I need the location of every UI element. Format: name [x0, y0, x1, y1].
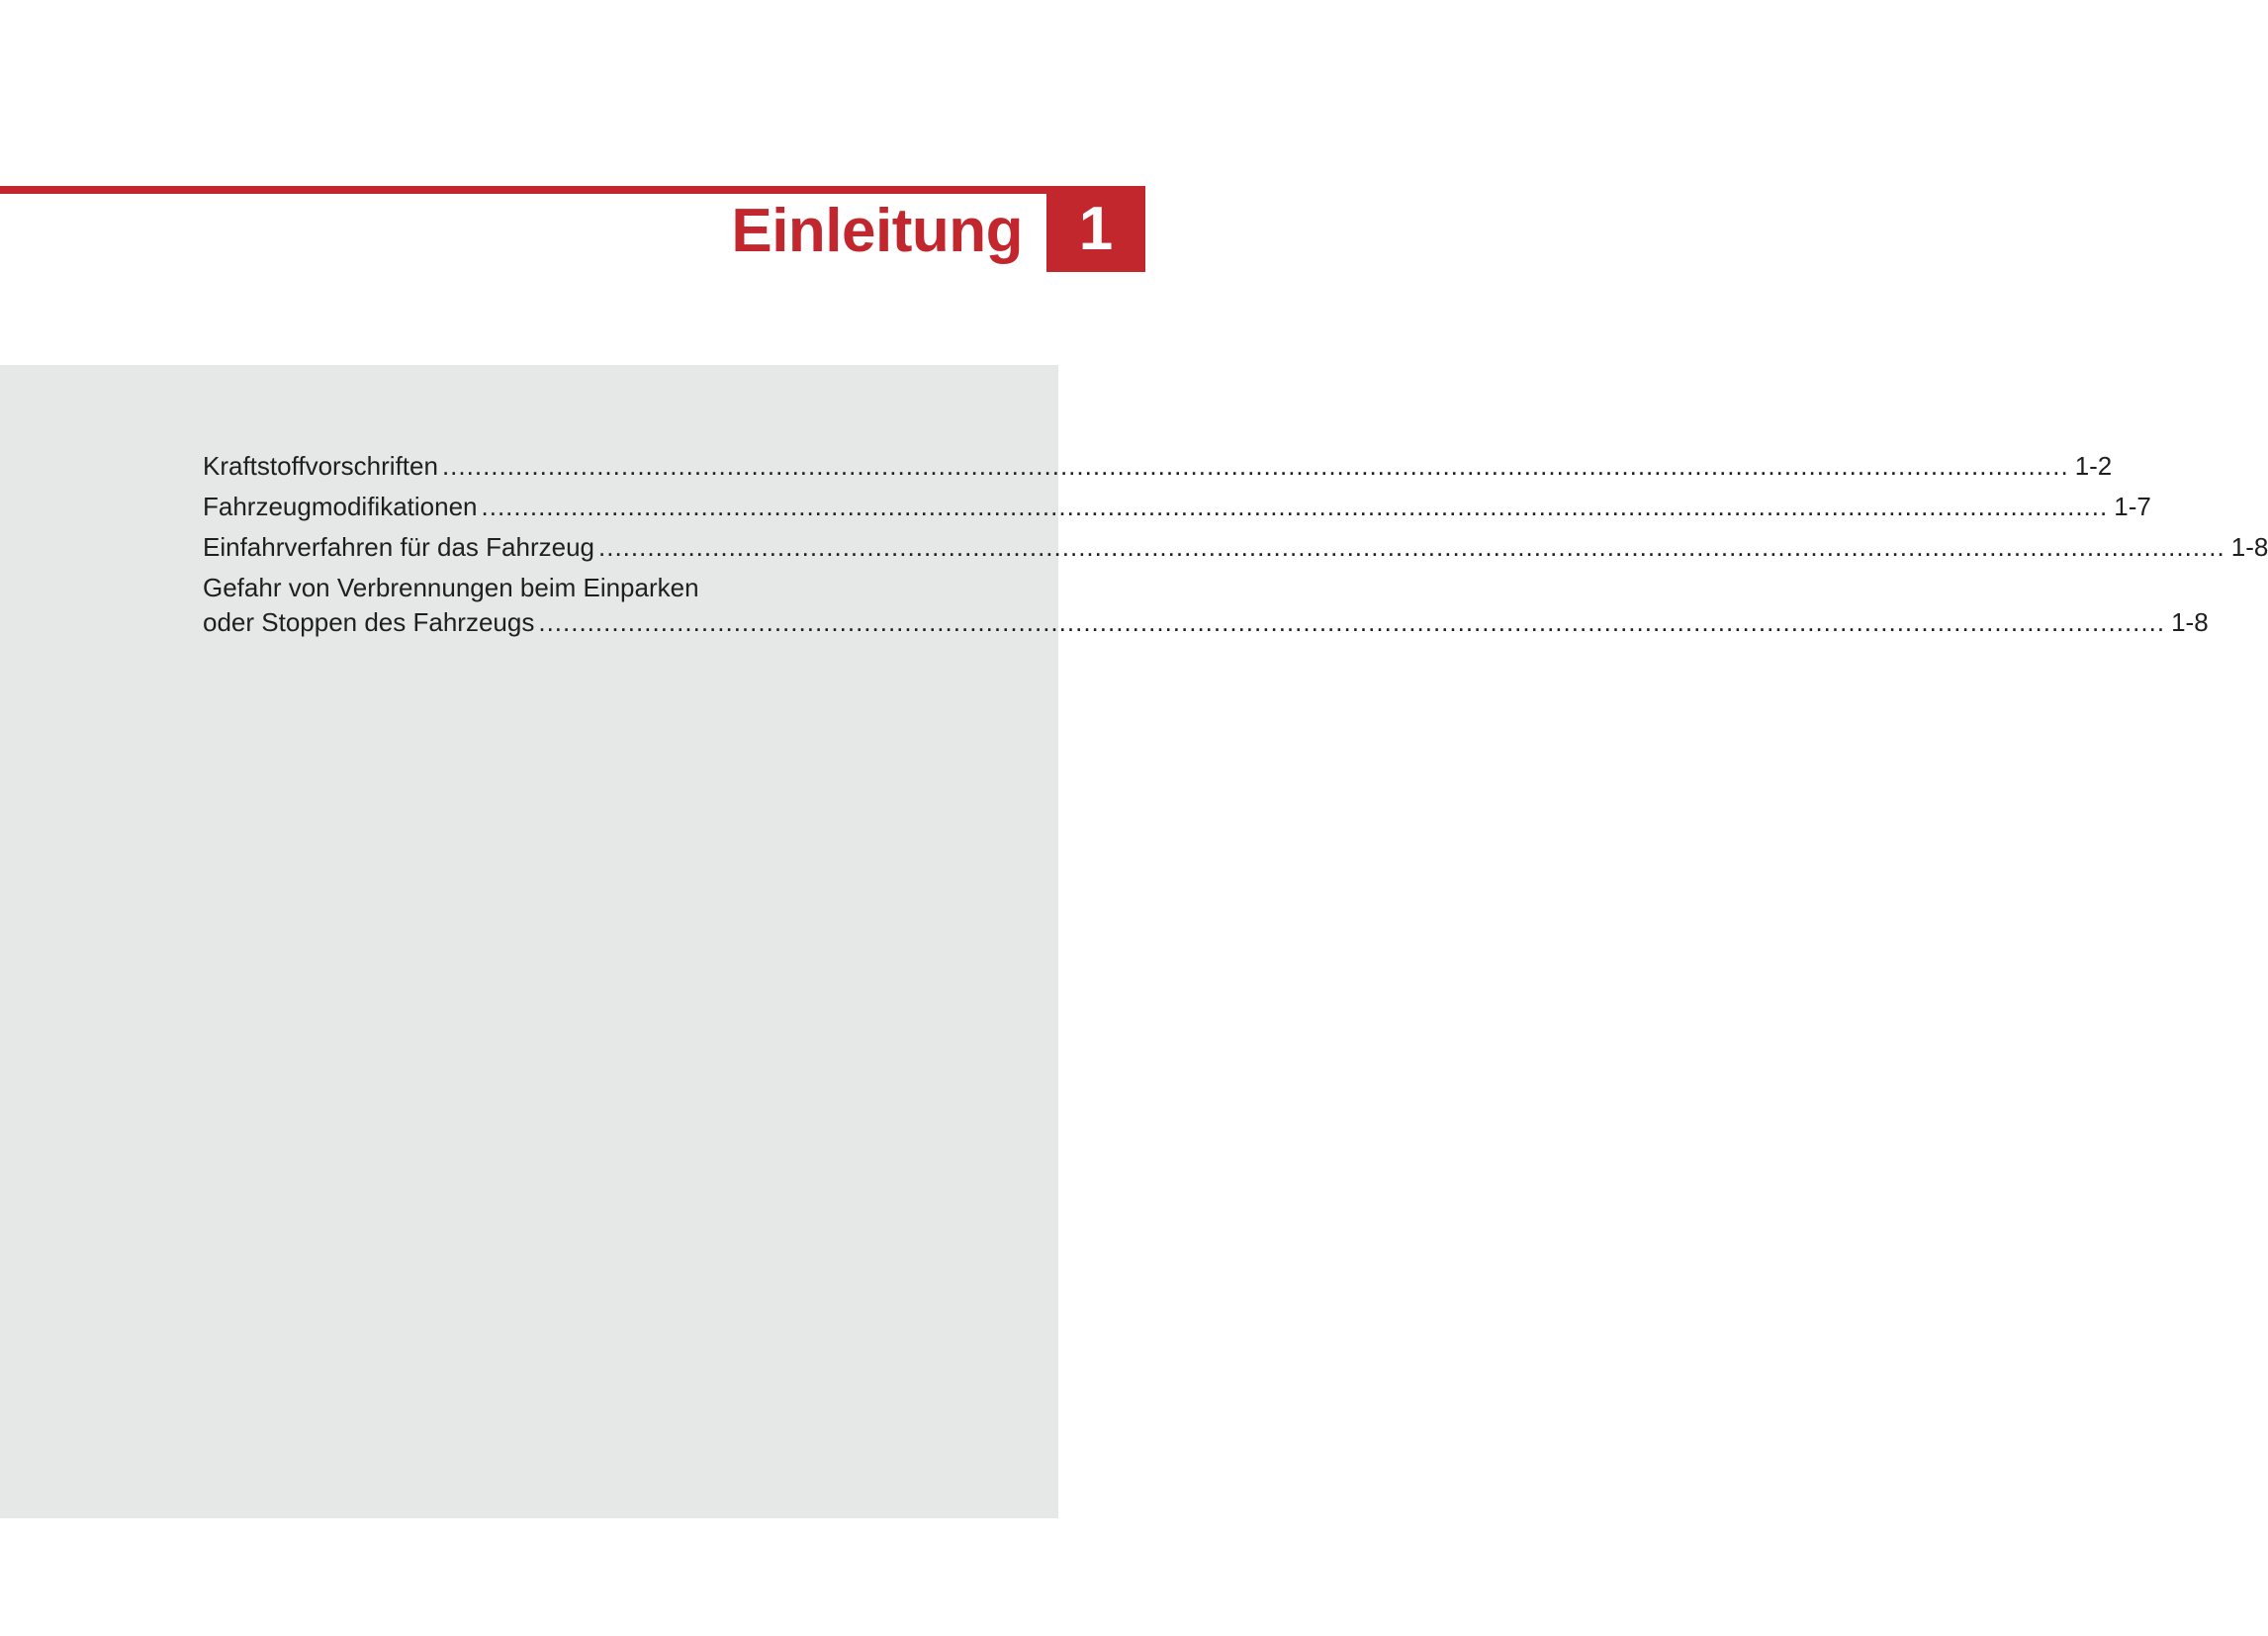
toc-leader-dots: ........................................................................................................................................................................................................	[481, 492, 2109, 521]
table-of-contents	[203, 449, 2268, 646]
toc-entry[interactable]	[203, 571, 2209, 640]
toc-entry-page: 1-8	[2230, 532, 2268, 562]
toc-entry-first-line: Gefahr von Verbrennungen beim Einparken	[203, 573, 699, 602]
toc-leader-dots: ........................................................................................................................................................................................................	[598, 532, 2225, 562]
toc-entry-page: 1-8	[2171, 607, 2209, 637]
chapter-title: Einleitung	[731, 197, 1023, 265]
toc-entry-label: Einfahrverfahren für das Fahrzeug	[203, 532, 594, 562]
toc-entry-label: Kraftstoffvorschriften	[203, 451, 438, 481]
toc-entry-label: oder Stoppen des Fahrzeugs	[203, 607, 535, 637]
toc-leader-dots: ........................................................................................................................................................................................................	[538, 607, 2166, 637]
chapter-header-rule	[0, 186, 1145, 194]
chapter-number-box	[1046, 186, 1145, 272]
toc-entry[interactable]	[203, 530, 2268, 565]
toc-entry[interactable]	[203, 449, 2113, 484]
toc-entry[interactable]	[203, 490, 2151, 524]
chapter-number: 1	[1078, 195, 1114, 263]
toc-leader-dots: ........................................................................................................................................................................................................	[441, 451, 2069, 481]
toc-entry-page: 1-7	[2114, 492, 2151, 521]
toc-entry-label: Fahrzeugmodifikationen	[203, 492, 478, 521]
toc-entry-page: 1-2	[2074, 451, 2113, 481]
